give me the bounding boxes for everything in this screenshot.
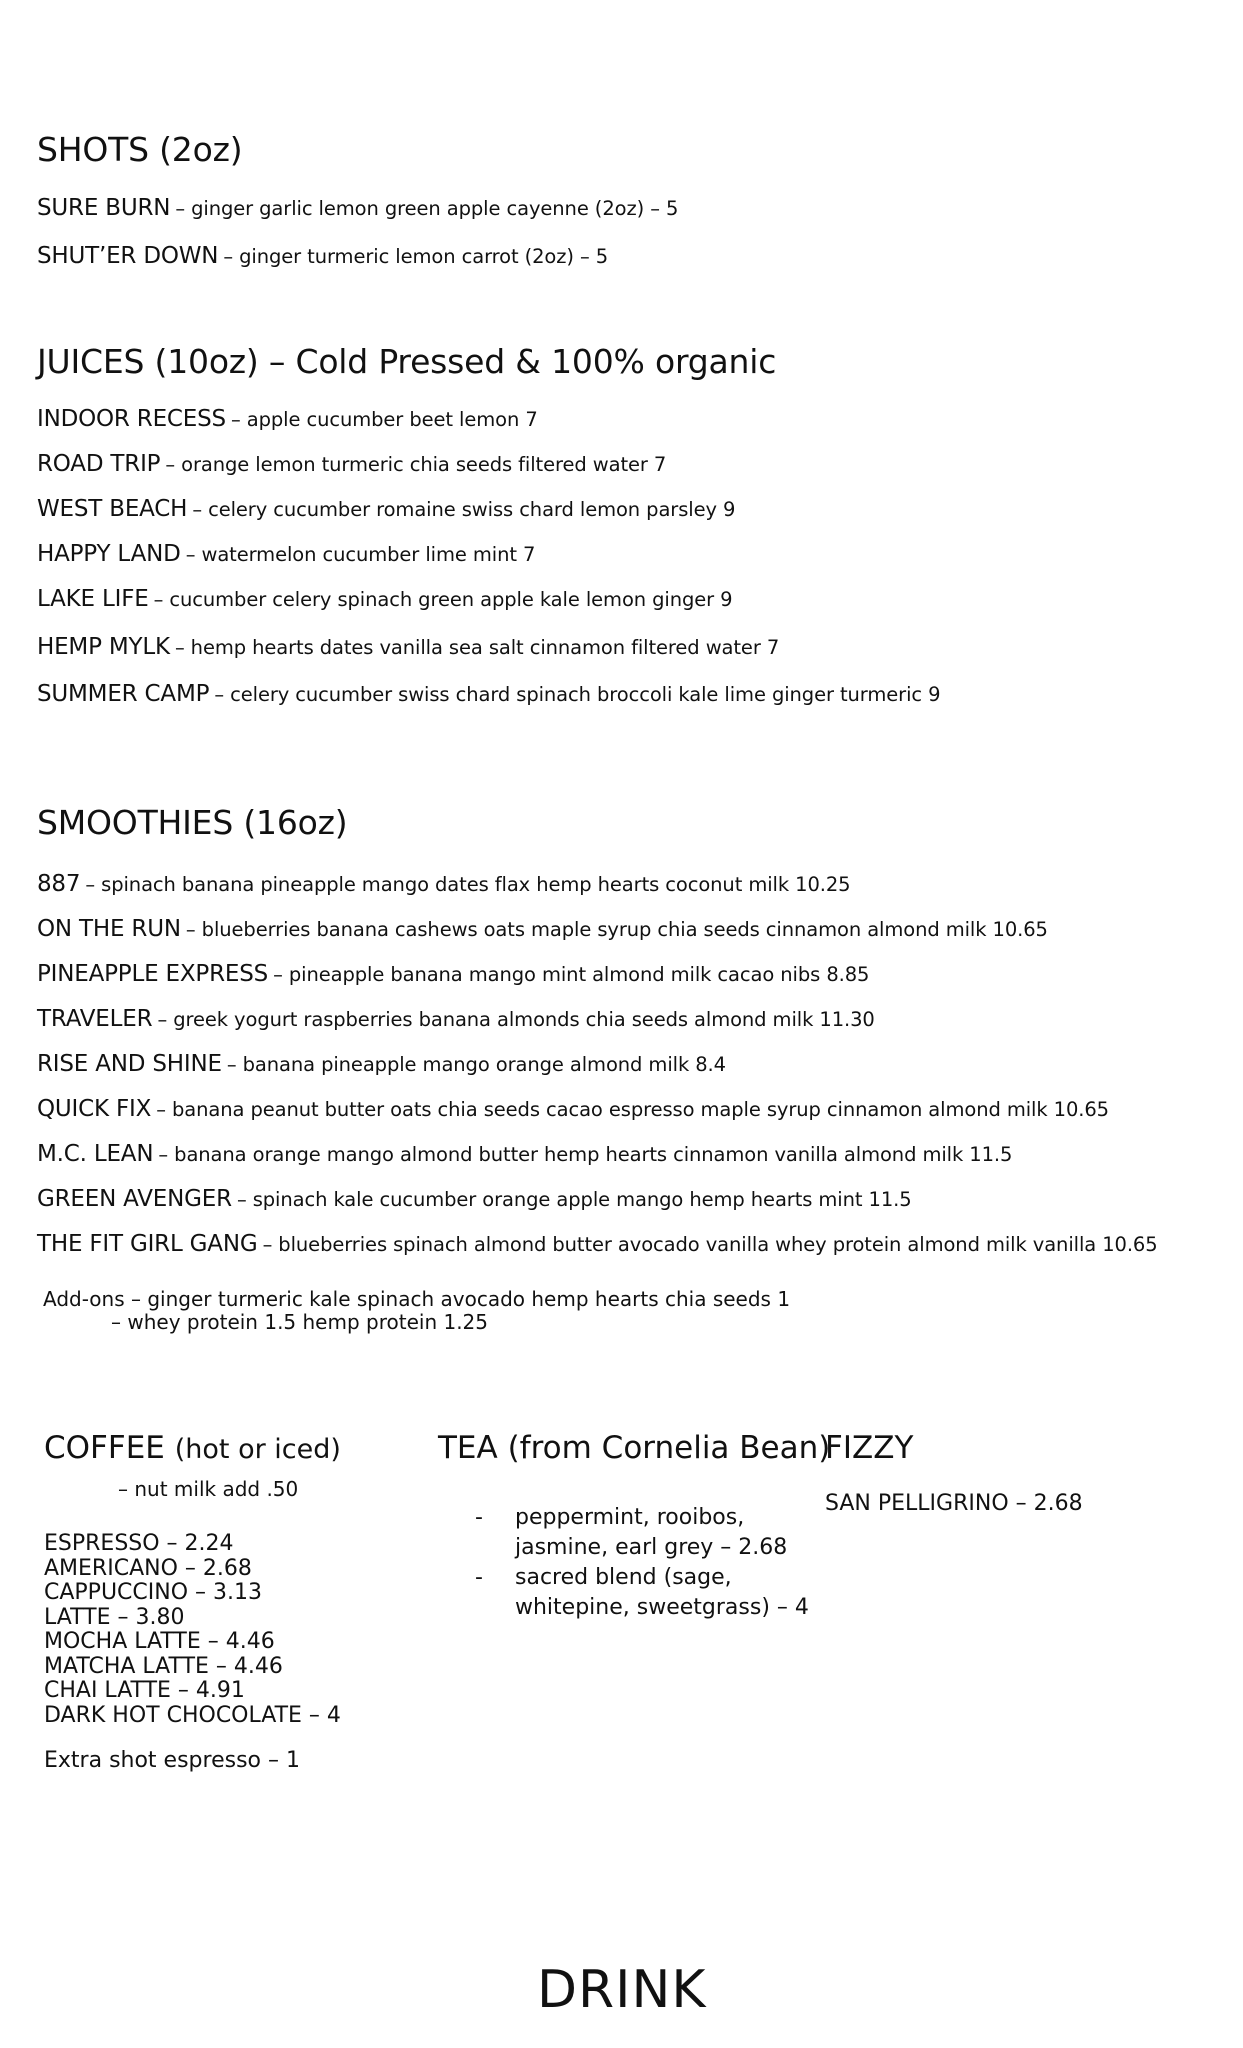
item-name: LAKE LIFE [37,586,149,612]
item-name: SHUT’ER DOWN [37,243,219,269]
fizzy-title: FIZZY [825,1430,914,1466]
item-name: PINEAPPLE EXPRESS [37,961,268,987]
item-name: HAPPY LAND [37,541,181,567]
menu-item [37,197,678,220]
item-description: – watermelon cucumber lime mint 7 [185,543,536,566]
item-description: – spinach kale cucumber orange apple mango hemp hearts mint 11.5 [236,1188,912,1211]
item-description: – ginger turmeric lemon carrot (2oz) – 5 [223,245,609,268]
item-name: QUICK FIX [37,1096,152,1122]
tea-title: TEA (from Cornelia Bean) [438,1430,831,1466]
item-name: HEMP MYLK [37,634,170,660]
menu-item [37,498,735,521]
item-description: – celery cucumber swiss chard spinach broccoli kale lime ginger turmeric 9 [214,683,941,706]
menu-item [37,873,851,896]
menu-item [37,1233,1158,1256]
list-item: CAPPUCCINO – 3.13 [44,1580,263,1605]
coffee-note: – nut milk add .50 [118,1477,299,1501]
item-description: – hemp hearts dates vanilla sea salt cinnamon filtered water 7 [174,636,780,659]
menu-item [37,1053,726,1076]
list-item [475,1503,809,1563]
menu-item [37,1098,1109,1121]
item-description: – celery cucumber romaine swiss chard lemon parsley 9 [192,498,736,521]
menu-item [37,636,779,659]
list-item: SAN PELLIGRINO – 2.68 [825,1491,1083,1516]
juices-title: JUICES (10oz) – Cold Pressed & 100% organic [37,342,777,381]
menu-item [37,408,538,431]
item-name: TRAVELER [37,1006,153,1032]
list-item: DARK HOT CHOCOLATE – 4 [44,1702,341,1728]
tea-line: whitepine, sweetgrass) – 4 [515,1595,809,1620]
menu-item [37,918,1048,941]
list-item: CHAI LATTE – 4.91 [44,1678,245,1703]
list-item: LATTE – 3.80 [44,1604,185,1630]
menu-item [37,963,869,986]
item-description: – cucumber celery spinach green apple kale lemon ginger 9 [153,588,733,611]
tea-line: peppermint, rooibos, [515,1505,745,1530]
item-description: – banana orange mango almond butter hemp hearts cinnamon vanilla almond milk 11.5 [158,1143,1013,1166]
coffee-subtitle: (hot or iced) [174,1434,341,1465]
item-description: – apple cucumber beet lemon 7 [231,408,538,431]
menu-item [37,588,732,611]
item-description: – pineapple banana mango mint almond milk cacao nibs 8.85 [273,963,870,986]
addons [43,1288,790,1334]
footer-title: DRINK [537,1960,707,2020]
item-description: – banana peanut butter oats chia seeds cacao espresso maple syrup cinnamon almond milk 10.65 [156,1098,1109,1121]
list-item [475,1563,809,1623]
menu-item [37,1188,912,1211]
tea-line: sacred blend (sage, [515,1565,732,1590]
item-name: RISE AND SHINE [37,1051,222,1077]
menu-item [37,1143,1012,1166]
menu-item [37,683,940,706]
item-name: GREEN AVENGER [37,1186,232,1212]
item-name: THE FIT GIRL GANG [37,1231,258,1257]
shots-title: SHOTS (2oz) [37,130,243,169]
item-name: INDOOR RECESS [37,406,226,432]
coffee-title [44,1430,341,1466]
tea-line: jasmine, earl grey – 2.68 [515,1535,788,1560]
item-name: ROAD TRIP [37,451,161,477]
bullet: - [475,1505,483,1530]
coffee-title-text: COFFEE [44,1430,165,1466]
addons-line-2: – whey protein 1.5 hemp protein 1.25 [111,1310,489,1334]
menu-item [37,245,608,268]
menu-item [37,543,535,566]
coffee-extra: Extra shot espresso – 1 [44,1748,300,1773]
item-description: – blueberries spinach almond butter avocado vanilla whey protein almond milk vanilla 10.65 [262,1233,1158,1256]
item-description: – spinach banana pineapple mango dates flax hemp hearts coconut milk 10.25 [85,873,851,896]
list-item: MOCHA LATTE – 4.46 [44,1629,275,1654]
list-item: ESPRESSO – 2.24 [44,1531,234,1556]
bullet: - [475,1565,483,1590]
list-item: AMERICANO – 2.68 [44,1555,252,1581]
list-item: MATCHA LATTE – 4.46 [44,1653,283,1679]
smoothies-title: SMOOTHIES (16oz) [37,803,348,842]
item-name: M.C. LEAN [37,1141,154,1167]
item-description: – ginger garlic lemon green apple cayenne (2oz) – 5 [175,197,679,220]
item-description: – orange lemon turmeric chia seeds filtered water 7 [165,453,667,476]
item-description: – blueberries banana cashews oats maple syrup chia seeds cinnamon almond milk 10.65 [185,918,1048,941]
menu-item [37,453,666,476]
item-name: SURE BURN [37,195,171,221]
menu-item [37,1008,875,1031]
item-name: WEST BEACH [37,496,188,522]
item-name: 887 [37,871,81,897]
item-name: ON THE RUN [37,916,181,942]
addons-line-1: Add-ons – ginger turmeric kale spinach avocado hemp hearts chia seeds 1 [43,1287,791,1311]
item-description: – banana pineapple mango orange almond milk 8.4 [226,1053,726,1076]
tea-list [475,1503,809,1623]
coffee-list [44,1532,341,1728]
item-name: SUMMER CAMP [37,681,210,707]
item-description: – greek yogurt raspberries banana almonds chia seeds almond milk 11.30 [157,1008,875,1031]
